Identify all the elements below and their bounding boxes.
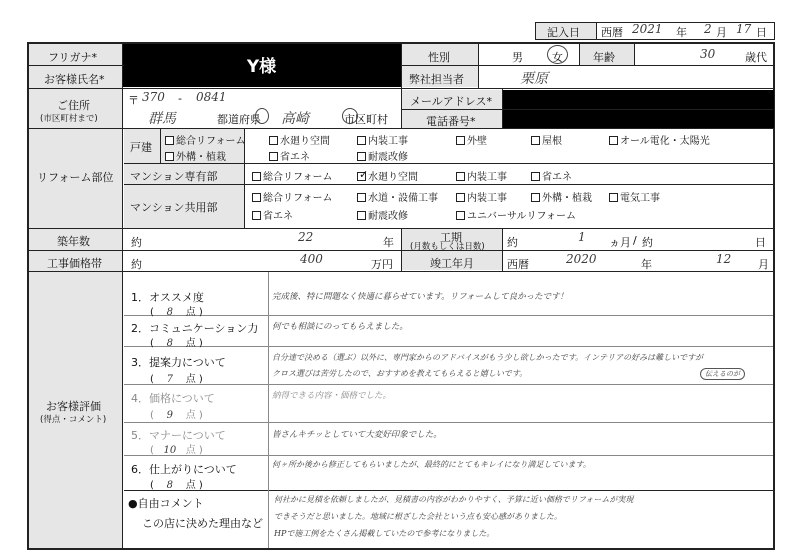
prefecture-circle	[255, 108, 269, 124]
staff-label: 弊社担当者	[409, 73, 464, 86]
evaluation-score: ( 8 点 )	[150, 307, 203, 318]
evaluation-item-label: 2．コミュニケーション力	[131, 322, 259, 335]
checkbox-icon[interactable]	[165, 136, 174, 145]
city-label: 市区町村	[344, 113, 388, 126]
kodate-option[interactable]: 内装工事	[357, 132, 408, 147]
period-day-unit: 日	[755, 236, 766, 249]
mail-label: メールアドレス*	[410, 95, 492, 108]
free-comment-line: できそうだと思いました。地域に根ざした会社という点も安心感がありました。	[274, 512, 562, 521]
gender-male: 男	[512, 51, 523, 64]
prefecture-value: 群馬	[148, 111, 176, 127]
checkbox-icon[interactable]	[609, 136, 618, 145]
completion-month: 12	[716, 252, 732, 266]
entry-month: 2	[704, 22, 712, 36]
city-value: 高崎	[281, 111, 309, 127]
price-value: 400	[300, 252, 323, 266]
postal-code-2: 0841	[196, 90, 227, 104]
evaluation-score: ( 10 点 )	[150, 445, 203, 456]
free-comment-line: HPで施工例をたくさん掲載していたので参考になりました。	[274, 529, 495, 538]
checkbox-icon[interactable]	[165, 152, 174, 161]
checkbox-icon[interactable]	[269, 152, 278, 161]
prefecture-label: 都道府県	[217, 113, 261, 126]
checkbox-icon[interactable]	[531, 193, 540, 202]
period-label: 工期	[440, 231, 462, 244]
period-value: 1	[578, 230, 586, 244]
customer-name-value: Y様	[246, 57, 277, 77]
checkbox-icon[interactable]	[252, 172, 261, 181]
kodate-option[interactable]: 耐震改修	[357, 148, 408, 163]
kodate-option[interactable]: 外構・植栽	[165, 148, 226, 163]
entry-year-unit: 年	[676, 26, 687, 39]
evaluation-score: ( 8 点 )	[150, 338, 203, 349]
checkbox-icon[interactable]	[269, 136, 278, 145]
private-option[interactable]: 内装工事	[456, 168, 507, 183]
period-approx-2: 約	[642, 236, 653, 249]
address-sub-label: (市区町村まで)	[40, 114, 98, 124]
gender-female: 女	[552, 51, 563, 64]
free-comment-line: 何社かに見積を依頼しましたが、見積書の内容がわかりやすく、予算に近い価格でリフォームが実現	[274, 495, 634, 504]
gender-label: 性別	[428, 51, 450, 64]
reform-section-label: リフォーム部位	[37, 171, 114, 184]
common-option[interactable]: 省エネ	[252, 207, 293, 222]
age-label: 年齢	[593, 51, 615, 64]
private-option[interactable]: 総合リフォーム	[252, 168, 333, 183]
evaluation-section-sub: (得点・コメント)	[40, 415, 107, 425]
kodate-option[interactable]: 水廻り空間	[269, 132, 330, 147]
period-month-unit: ヵ月	[609, 236, 631, 249]
evaluation-score: ( 7 点 )	[150, 374, 203, 385]
common-area-label: マンション共用部	[130, 201, 218, 214]
evaluation-comment-line2: クロス選びは苦労したので、おすすめを教えてもらえると嬉しいです。	[272, 369, 528, 378]
checkbox-icon[interactable]	[357, 193, 366, 202]
evaluation-comment: 何でも相談にのってもらえました。	[272, 322, 408, 332]
entry-era: 西暦	[601, 26, 623, 39]
entry-day: 17	[736, 22, 752, 36]
evaluation-item-label: 6．仕上がりについて	[131, 463, 237, 476]
checkbox-icon[interactable]	[609, 193, 618, 202]
evaluation-item-label: 4．価格について	[131, 392, 215, 405]
evaluation-comment: 完成後、特に問題なく快適に暮らせています。リフォームして良かったです！	[272, 292, 569, 302]
period-sub-label: (月数もしくは日数)	[410, 242, 485, 252]
entry-year: 2021	[632, 22, 663, 36]
completion-label: 竣工年月	[430, 257, 474, 270]
checkbox-icon[interactable]	[357, 136, 366, 145]
evaluation-comment: 納得できる内容・価格でした。	[272, 391, 392, 401]
private-area-label: マンション専有部	[130, 170, 218, 183]
building-age-approx: 約	[131, 236, 142, 249]
evaluation-item-label: 1．オススメ度	[131, 291, 204, 304]
evaluation-item-label: 3．提案力について	[131, 356, 226, 369]
evaluation-comment: 皆さんキチッとしていて大変好印象でした。	[272, 430, 442, 440]
checkbox-icon[interactable]	[456, 193, 465, 202]
common-option[interactable]: 水道・設備工事	[357, 189, 438, 204]
entry-month-unit: 月	[716, 26, 727, 39]
checkbox-icon[interactable]	[456, 172, 465, 181]
building-age-label: 築年数	[57, 235, 90, 248]
price-unit: 万円	[371, 258, 393, 271]
checkbox-checked-icon[interactable]: ✓	[359, 168, 369, 181]
common-option[interactable]: 電気工事	[609, 189, 660, 204]
common-option[interactable]: 外構・植栽	[531, 189, 592, 204]
free-comment-label: ●自由コメント	[128, 497, 204, 510]
postal-code-1: 370	[142, 90, 165, 104]
building-age-unit: 年	[383, 236, 394, 249]
kodate-option[interactable]: 省エネ	[269, 148, 310, 163]
checkbox-icon[interactable]	[456, 211, 465, 220]
completion-era: 西暦	[507, 258, 529, 271]
evaluation-comment: 何ヶ所か後から修正してもらいましたが、最終的にとてもキレイになり満足しています。	[272, 460, 591, 469]
building-age-value: 22	[298, 230, 314, 244]
city-circle	[342, 108, 358, 124]
evaluation-section-label: お客様評価	[46, 400, 101, 413]
common-option[interactable]: 耐震改修	[357, 207, 408, 222]
private-option-checked[interactable]: ✓ 水廻り空間	[359, 168, 418, 183]
common-option[interactable]: 内装工事	[456, 189, 507, 204]
kodate-label: 戸建	[130, 141, 152, 154]
age-unit: 歳代	[745, 51, 767, 64]
free-comment-sub: この店に決めた理由など	[142, 517, 263, 530]
age-value: 30	[700, 47, 716, 61]
price-approx: 約	[131, 258, 142, 271]
address-label: ご住所	[57, 99, 90, 112]
completion-year: 2020	[566, 252, 597, 266]
customer-name-label: お客様氏名*	[44, 73, 105, 86]
kodate-option[interactable]: 屋根	[531, 132, 562, 147]
evaluation-comment: 自分達で決める（選ぶ）以外に、専門家からのアドバイスがもう少し欲しかったです。インテリアの好みは難しいですが	[272, 353, 704, 362]
completion-month-unit: 月	[758, 258, 769, 271]
gender-female-circle	[547, 45, 568, 64]
checkbox-icon[interactable]	[531, 136, 540, 145]
evaluation-annotation: 伝えるのが	[700, 368, 745, 380]
kodate-option[interactable]: オール電化・太陽光	[609, 132, 710, 147]
period-approx-1: 約	[507, 236, 518, 249]
kodate-option[interactable]: 外壁	[456, 132, 487, 147]
entry-day-unit: 日	[756, 26, 767, 39]
checkbox-icon[interactable]	[357, 152, 366, 161]
completion-year-unit: 年	[641, 258, 652, 271]
common-option[interactable]: 総合リフォーム	[252, 189, 333, 204]
evaluation-item-label: 5．マナーについて	[131, 429, 226, 442]
kodate-option[interactable]: 総合リフォーム	[165, 132, 246, 147]
evaluation-score: ( 9 点 )	[150, 410, 203, 421]
common-option[interactable]: ユニバーサルリフォーム	[456, 207, 576, 222]
checkbox-icon[interactable]	[456, 136, 465, 145]
checkbox-icon[interactable]	[252, 193, 261, 202]
checkbox-icon[interactable]	[357, 211, 366, 220]
furigana-label: フリガナ*	[48, 51, 97, 64]
entry-date-label: 記入日	[547, 26, 580, 39]
staff-value: 栗原	[520, 71, 548, 87]
postal-mark: 〒	[128, 94, 139, 107]
price-label: 工事価格帯	[47, 257, 102, 270]
checkbox-icon[interactable]	[252, 211, 261, 220]
evaluation-score: ( 8 点 )	[150, 480, 203, 491]
checkbox-icon[interactable]	[531, 172, 540, 181]
phone-label: 電話番号*	[426, 115, 476, 128]
private-option[interactable]: 省エネ	[531, 168, 572, 183]
